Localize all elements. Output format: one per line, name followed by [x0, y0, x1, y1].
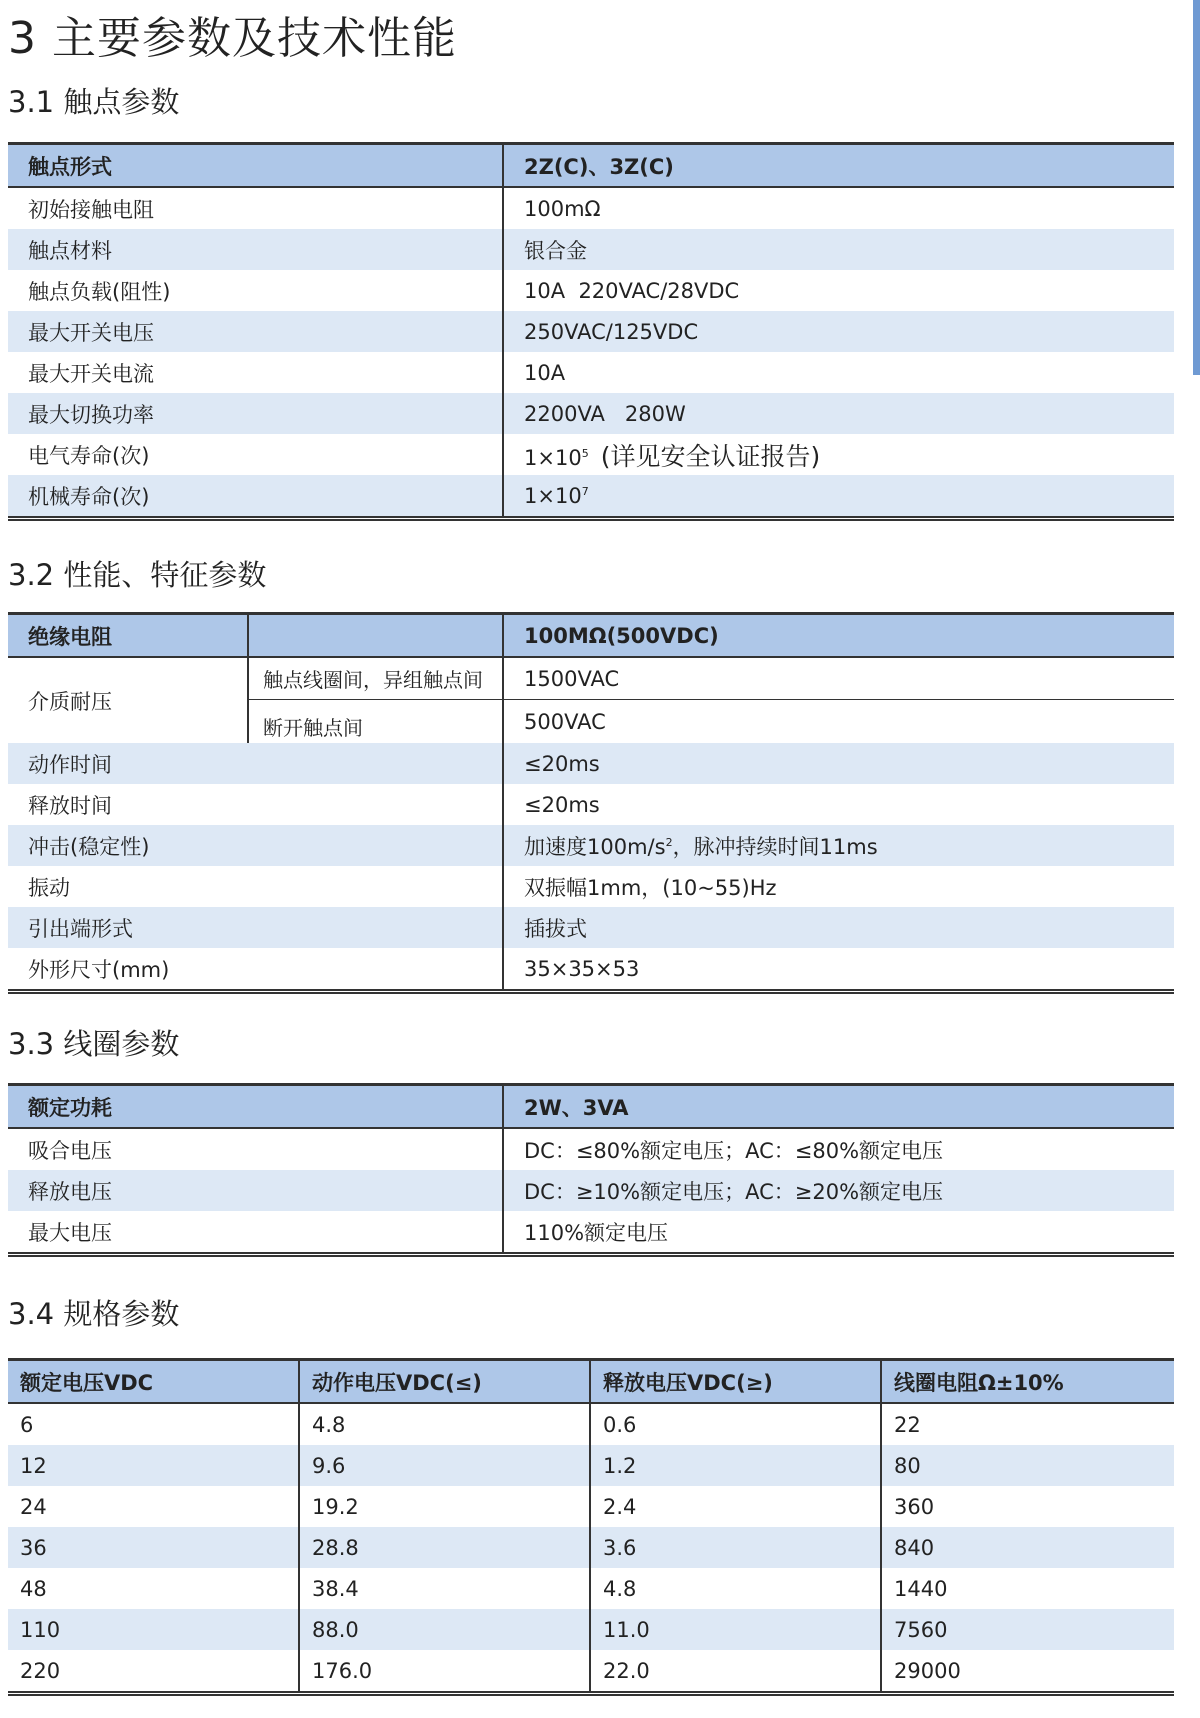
param-label: 触点负载(阻性): [8, 270, 503, 311]
spec-table: [8, 1358, 1174, 1696]
table-row: [8, 1609, 1174, 1650]
table-row: [8, 1403, 1174, 1445]
life-base: 1×10: [524, 483, 582, 508]
param-value: DC：≤80%额定电压；AC：≤80%额定电压: [524, 1138, 944, 1163]
header-cell: 2W、3VA: [503, 1085, 1174, 1129]
spec-cell: 6: [8, 1403, 299, 1445]
shock-exponent: 2: [665, 835, 673, 849]
param-label: 引出端形式: [8, 907, 503, 948]
param-value: 500VAC: [524, 709, 606, 734]
table-row: [8, 743, 1174, 784]
header-cell: 释放电压VDC(≥): [590, 1360, 881, 1404]
param-label: 动作时间: [8, 743, 503, 784]
spec-cell: 220: [8, 1650, 299, 1694]
spec-cell: 11.0: [590, 1609, 881, 1650]
spec-cell: 80: [881, 1445, 1174, 1486]
header-cell: 线圈电阻Ω±10%: [881, 1360, 1174, 1404]
table-row: [8, 1211, 1174, 1255]
header-cell-empty: [248, 614, 503, 658]
spec-cell: 48: [8, 1568, 299, 1609]
table-row: [8, 1568, 1174, 1609]
table-row: [8, 434, 1174, 475]
param-value: 1500VAC: [503, 657, 1174, 700]
spec-cell: 38.4: [299, 1568, 590, 1609]
spec-cell: 110: [8, 1609, 299, 1650]
param-value: DC：≥10%额定电压；AC：≥20%额定电压: [503, 1170, 1174, 1211]
section-title-coil: 3.3 线圈参数: [8, 1027, 180, 1061]
param-label: 触点材料: [8, 229, 503, 270]
spec-cell: 24: [8, 1486, 299, 1527]
spec-cell: 840: [881, 1527, 1174, 1568]
spec-cell: 22.0: [590, 1650, 881, 1694]
table-row: [8, 657, 1174, 700]
page-edge-bar: [1193, 0, 1200, 375]
spec-cell: 36: [8, 1527, 299, 1568]
param-label: 释放电压: [8, 1170, 503, 1211]
table-row: [8, 1486, 1174, 1527]
param-value: ≤20ms: [524, 792, 600, 817]
param-label: 释放时间: [8, 784, 503, 825]
param-label: 最大切换功率: [8, 393, 503, 434]
param-label: 介质耐压: [8, 657, 248, 743]
table-row: [8, 311, 1174, 352]
param-value: 银合金: [503, 229, 1174, 270]
section-title-performance: 3.2 性能、特征参数: [8, 558, 267, 592]
param-label: 振动: [8, 866, 503, 907]
param-value: 10A 220VAC/28VDC: [524, 278, 740, 303]
spec-cell: 176.0: [299, 1650, 590, 1694]
spec-cell: 360: [894, 1494, 935, 1519]
header-cell: 100MΩ(500VDC): [503, 614, 1174, 658]
table-row: [8, 1170, 1174, 1211]
section-title-spec: 3.4 规格参数: [8, 1297, 180, 1331]
table-row: [8, 393, 1174, 434]
header-cell: 2Z(C)、3Z(C): [503, 144, 1174, 188]
table-row: [8, 1128, 1174, 1170]
param-sublabel: 触点线圈间，异组触点间: [248, 657, 503, 700]
spec-cell: 4.8: [299, 1403, 590, 1445]
spec-cell: 3.6: [590, 1527, 881, 1568]
spec-cell: 29000: [881, 1650, 1174, 1694]
spec-cell: 1440: [894, 1576, 948, 1601]
spec-cell: 7560: [881, 1609, 1174, 1650]
spec-cell: 2.4: [590, 1486, 881, 1527]
section-title-contact: 3.1 触点参数: [8, 85, 180, 119]
spec-cell: 22: [894, 1412, 921, 1437]
contact-params-table: [8, 142, 1174, 521]
spec-cell: 88.0: [299, 1609, 590, 1650]
param-value: 250VAC/125VDC: [503, 311, 1174, 352]
table-row: [8, 948, 1174, 992]
spec-cell: 1.2: [590, 1445, 881, 1486]
table-header-row: [8, 614, 1174, 658]
table-row: [8, 270, 1174, 311]
param-label: 最大开关电压: [8, 311, 503, 352]
table-row: [8, 352, 1174, 393]
header-cell: 绝缘电阻: [8, 614, 248, 658]
spec-cell: 28.8: [299, 1527, 590, 1568]
life-exponent: 7: [581, 484, 589, 498]
table-header-row: [8, 1360, 1174, 1404]
life-note: (详见安全认证报告): [600, 441, 821, 471]
param-label: 机械寿命(次): [8, 475, 503, 519]
param-label: 最大开关电流: [8, 352, 503, 393]
shock-pulse: ，脉冲持续时间11ms: [672, 834, 878, 859]
page-title: 3 主要参数及技术性能: [8, 13, 457, 64]
table-row: [8, 784, 1174, 825]
table-row: [8, 907, 1174, 948]
param-value: ≤20ms: [503, 743, 1174, 784]
table-row: [8, 1527, 1174, 1568]
header-cell: 动作电压VDC(≤): [299, 1360, 590, 1404]
performance-table: [8, 612, 1174, 994]
param-label: 冲击(稳定性): [8, 825, 503, 866]
coil-params-table: [8, 1083, 1174, 1257]
table-row: [8, 825, 1174, 866]
shock-accel: 加速度100m/s: [524, 834, 666, 859]
param-value: [503, 825, 1174, 866]
param-value: 100mΩ: [524, 196, 601, 221]
param-label: 吸合电压: [8, 1128, 503, 1170]
param-value: 2200VA 280W: [503, 393, 1174, 434]
param-value: 插拔式: [503, 907, 1174, 948]
spec-cell: 4.8: [590, 1568, 881, 1609]
param-value: 10A: [524, 360, 566, 385]
table-row: [8, 1650, 1174, 1694]
header-cell: 触点形式: [8, 144, 503, 188]
table-row: [8, 1445, 1174, 1486]
table-header-row: [8, 144, 1174, 188]
table-header-row: [8, 1085, 1174, 1129]
param-value: 双振幅1mm，(10~55)Hz: [524, 875, 777, 900]
param-value: [503, 475, 1174, 519]
param-label: 外形尺寸(mm): [8, 948, 503, 992]
table-row: [8, 475, 1174, 519]
spec-cell: 19.2: [299, 1486, 590, 1527]
param-label: 初始接触电阻: [8, 187, 503, 229]
param-label: 最大电压: [8, 1211, 503, 1255]
header-cell: 额定电压VDC: [8, 1360, 299, 1404]
header-cell: 额定功耗: [8, 1085, 503, 1129]
param-sublabel: 断开触点间: [248, 700, 503, 744]
life-exponent: 5: [581, 446, 589, 460]
spec-cell: 12: [8, 1445, 299, 1486]
param-value: 110%额定电压: [503, 1211, 1174, 1255]
life-base: 1×10: [524, 445, 582, 470]
param-label: 电气寿命(次): [8, 434, 503, 475]
table-row: [8, 229, 1174, 270]
table-row: [8, 866, 1174, 907]
param-value: 35×35×53: [503, 948, 1174, 992]
table-row: [8, 187, 1174, 229]
param-value: [503, 434, 1174, 475]
spec-cell: 0.6: [590, 1403, 881, 1445]
spec-cell: 9.6: [299, 1445, 590, 1486]
